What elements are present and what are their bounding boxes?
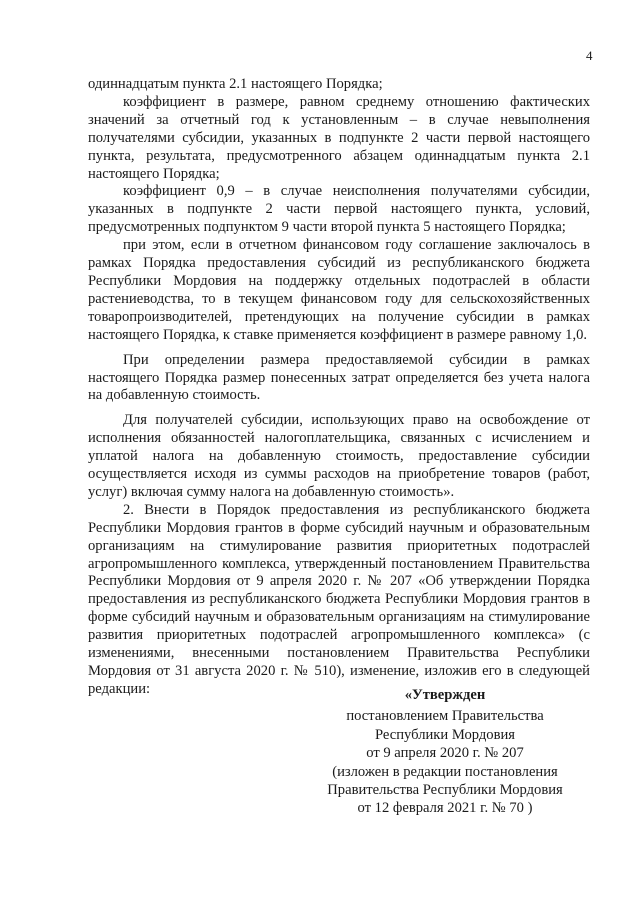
approval-line: постановлением Правительства <box>346 708 544 725</box>
paragraph-coefficient-average: коэффициент в размере, равном среднему отношению фактических значений за отчетный год к установленным – в случае невыполнения получателями субсидии, указанных в подпункте 2 части первой настоящего пункта, результата, предусмотренного абзацем одиннадцатым пункта 2.1 настоящего Порядка; <box>88 93 590 182</box>
page-number: 4 <box>586 48 593 63</box>
paragraph-vat-exemption: Для получателей субсидии, использующих право на освобождение от исполнения обязанностей налогоплательщика, связанных с исчислением и уплатой налога на добавленную стоимость, предоставление субсидии осуществляется исходя из суммы расходов на приобретение товаров (работ, услуг) включая сумму налога на добавленную стоимость». <box>88 412 590 500</box>
paragraph-vat-exclusion: При определении размера предоставляемой субсидии в рамках настоящего Порядка размер понесенных затрат определяется без учета налога на добавленную стоимость. <box>88 351 590 404</box>
paragraph-coefficient-0-9: коэффициент 0,9 – в случае неисполнения получателями субсидии, указанных в подпункте 2 части первой настоящего пункта, условий, предусмотренных подпунктом 9 части второй пункта 5 настоящего Порядка; <box>88 183 590 236</box>
paragraph-amendment-2: 2. Внести в Порядок предоставления из республиканского бюджета Республики Мордовия грантов в форме субсидий научным и образовательным организациям на стимулирование развития приоритетных подотраслей агропромышленного комплекса, утвержденный постановлением Правительства Республики Мордовия от 9 апреля 2020 г. № 207 «Об утверждении Порядка предоставления из республиканского бюджета Республики Мордовия грантов в форме субсидий научным и образовательным организациям на стимулирование развития приоритетных подотраслей агропромышленного комплекса» (с изменениями, внесенными постановлением Правительства Республики Мордовия от 31 августа 2020 г. № 510), изменение, изложив его в следующей редакции: <box>88 501 590 697</box>
approval-line: от 9 апреля 2020 г. № 207 <box>366 745 524 762</box>
paragraph-previous-agreement: при этом, если в отчетном финансовом году соглашение заключалось в рамках Порядка предоставления субсидий из республиканского бюджета Республики Мордовия на поддержку отдельных подотраслей в области растениеводства, то в текущем финансовом году для сельскохозяйственных товаропроизводителей, претендующих на получение субсидии в рамках настоящего Порядка, к ставке применяется коэффициент в размере равному 1,0. <box>88 237 590 343</box>
paragraph-continuation: одиннадцатым пункта 2.1 настоящего Порядка; <box>88 76 383 92</box>
approval-line: Правительства Республики Мордовия <box>327 782 563 799</box>
approval-line: Республики Мордовия <box>374 726 515 743</box>
approval-line: от 12 февраля 2021 г. № 70 ) <box>357 800 533 817</box>
document-body <box>88 76 590 699</box>
approval-line: (изложен в редакции постановления <box>332 763 558 780</box>
approval-title: «Утвержден <box>404 687 486 703</box>
approval-stamp-block <box>300 686 590 818</box>
